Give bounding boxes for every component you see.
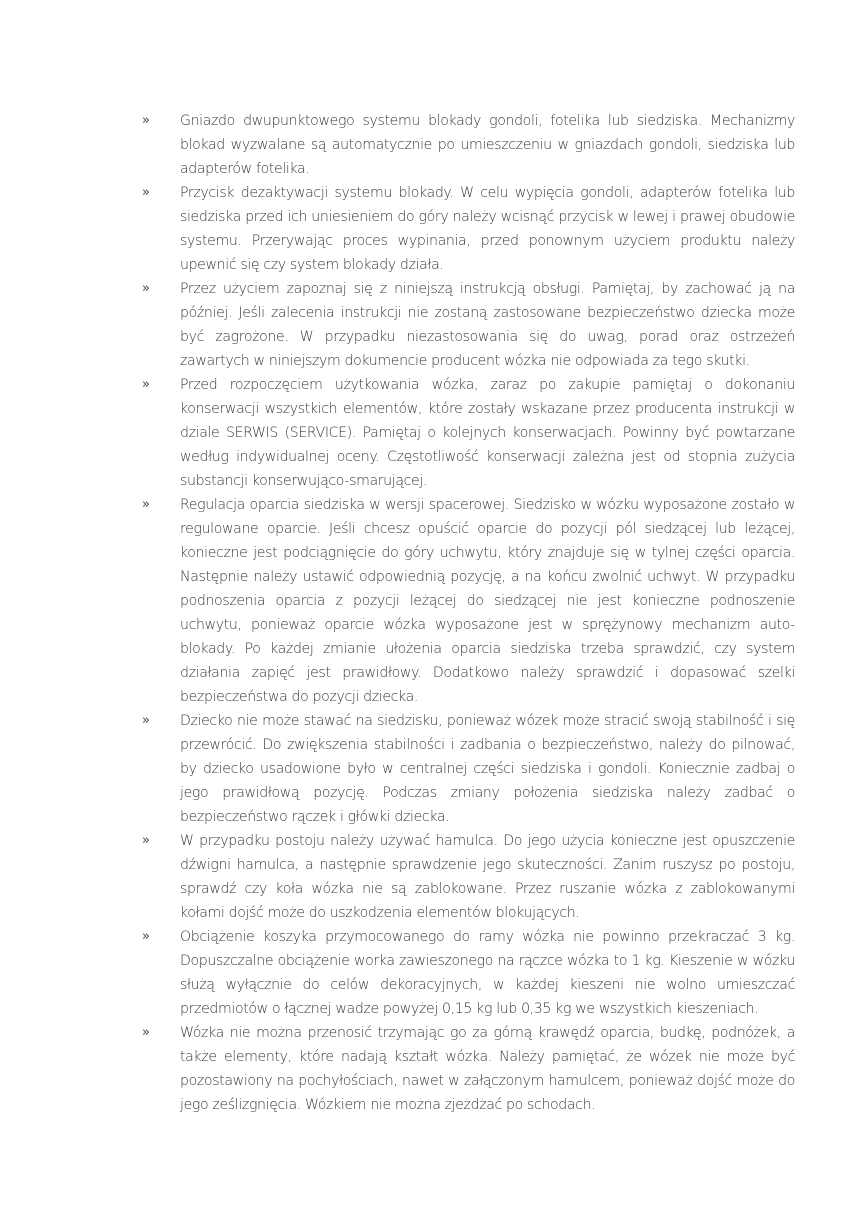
list-item-text: W przypadku postoju należy używać hamulca. Do jego użycia konieczne jest opuszczenie dźwigni hamulca, a następnie sprawdzenie jego skuteczności. Zanim ruszysz po postoju, sprawdź czy koła wózka nie są zablokowane. Przez ruszanie wózka z zablokowanymi kołami dojść może do uszkodzenia elementów blokujących. — [180, 833, 795, 921]
list-item — [138, 829, 795, 925]
list-item-text: Obciążenie koszyka przymocowanego do ramy wózka nie powinno przekraczać 3 kg. Dopuszczalne obciążenie worka zawieszonego na rączce wózka to 1 kg. Kieszenie w wózku służą wyłącznie do celów dekoracyjnych, w każdej kieszeni nie wolno umieszczać przedmiotów o łącznej wadze powyżej 0,15 kg lub 0,35 kg we wszystkich kieszeniach. — [180, 929, 795, 1017]
list-item-text: Przez użyciem zapoznaj się z niniejszą instrukcją obsługi. Pamiętaj, by zachować ją na później. Jeśli zalecenia instrukcji nie zostaną zastosowane bezpieczeństwo dziecka może być zagrożone. W przypadku niezastosowania się do uwag, porad oraz ostrzeżeń zawartych w niniejszym dokumencie producent wózka nie odpowiada za tego skutki. — [180, 281, 795, 369]
bullet-icon: » — [142, 377, 150, 392]
bullet-icon: » — [142, 1025, 150, 1040]
list-item-text: Regulacja oparcia siedziska w wersji spacerowej. Siedzisko w wózku wyposażone zostało w regulowane oparcie. Jeśli chcesz opuścić oparcie do pozycji pól siedzącej lub leżącej, konieczne jest podciągnięcie do góry uchwytu, który znajduje się w tylnej części oparcia. Następnie należy ustawić odpowiednią pozycję, a na końcu zwolnić uchwyt. W przypadku podnoszenia oparcia z pozycji leżącej do siedzącej nie jest konieczne podnoszenie uchwytu, ponieważ oparcie wózka wyposażone jest w sprężynowy mechanizm auto-blokady. Po każdej zmianie ułożenia oparcia siedziska trzeba sprawdzić, czy system działania zapięć jest prawidłowy. Dodatkowo należy sprawdzić i dopasować szelki bezpieczeństwa do pozycji dziecka. — [180, 497, 795, 705]
list-item-text: Przed rozpoczęciem użytkowania wózka, zaraz po zakupie pamiętaj o dokonaniu konserwacji wszystkich elementów, które zostały wskazane przez producenta instrukcji w dziale SERWIS (SERVICE). Pamiętaj o kolejnych konserwacjach. Powinny być powtarzane według indywidualnej oceny. Częstotliwość konserwacji zależna jest od stopnia zużycia substancji konserwująco-smarującej. — [180, 377, 795, 489]
bullet-icon: » — [142, 185, 150, 200]
list-item — [138, 925, 795, 1021]
bullet-icon: » — [142, 497, 150, 512]
list-item-text: Dziecko nie może stawać na siedzisku, ponieważ wózek może stracić swoją stabilność i się przewrócić. Do zwiększenia stabilności i zadbania o bezpieczeństwo, należy do pilnować, by dziecko usadowione było w centralnej części siedziska i gondoli. Koniecznie zadbaj o jego prawidłową pozycję. Podczas zmiany położenia siedziska należy zadbać o bezpieczeństwo rączek i główki dziecka. — [180, 713, 795, 825]
list-item — [138, 493, 795, 709]
list-item — [138, 1021, 795, 1117]
bullet-icon: » — [142, 713, 150, 728]
bullet-icon: » — [142, 281, 150, 296]
bullet-icon: » — [142, 833, 150, 848]
list-item — [138, 109, 795, 181]
instruction-list — [138, 109, 795, 1117]
list-item — [138, 373, 795, 493]
list-item-text: Przycisk dezaktywacji systemu blokady. W celu wypięcia gondoli, adapterów fotelika lub siedziska przed ich uniesieniem do góry należy wcisnąć przycisk w lewej i prawej obudowie systemu. Przerywając proces wypinania, przed ponownym użyciem produktu należy upewnić się czy system blokady działa. — [180, 185, 795, 273]
list-item-text: Gniazdo dwupunktowego systemu blokady gondoli, fotelika lub siedziska. Mechanizmy blokad wyzwalane są automatycznie po umieszczeniu w gniazdach gondoli, siedziska lub adapterów fotelika. — [180, 113, 795, 177]
list-item — [138, 277, 795, 373]
bullet-icon: » — [142, 113, 150, 128]
list-item — [138, 709, 795, 829]
list-item — [138, 181, 795, 277]
bullet-icon: » — [142, 929, 150, 944]
list-item-text: Wózka nie można przenosić trzymając go za górną krawędź oparcia, budkę, podnóżek, a także elementy, które nadają kształt wózka. Należy pamiętać, że wózek nie może być pozostawiony na pochyłościach, nawet w załączonym hamulcem, ponieważ dojść może do jego ześlizgnięcia. Wózkiem nie można zjeżdżać po schodach. — [180, 1025, 795, 1113]
